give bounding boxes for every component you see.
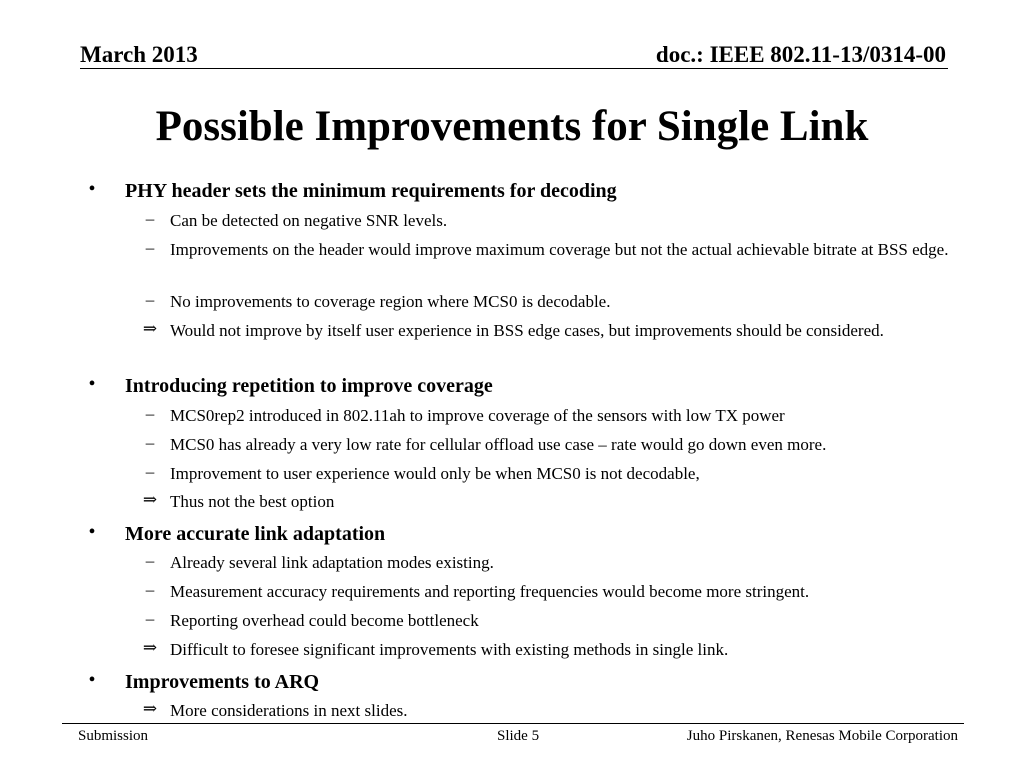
- dash-marker: –: [145, 404, 155, 423]
- sub-bullet-text: No improvements to coverage region where MCS0 is decodable.: [170, 292, 611, 311]
- bullet-text: PHY header sets the minimum requirements for decoding: [125, 180, 617, 202]
- dash-marker: –: [145, 551, 155, 570]
- bullet-text: More accurate link adaptation: [125, 523, 386, 545]
- sub-bullet-text: More considerations in next slides.: [170, 701, 408, 720]
- bullet-marker: •: [88, 521, 96, 543]
- dash-marker: –: [145, 238, 155, 257]
- header-divider: [80, 68, 948, 69]
- dash-marker: –: [145, 433, 155, 452]
- header-date: March 2013: [80, 42, 198, 67]
- implies-arrow-icon: ⇒: [142, 490, 158, 509]
- dash-marker: –: [145, 290, 155, 309]
- sub-bullet-text: Improvement to user experience would only be when MCS0 is not decodable,: [170, 464, 700, 483]
- bullet-text: Introducing repetition to improve coverage: [125, 375, 493, 397]
- sub-bullet-text: Improvements on the header would improve maximum coverage but not the actual achievable bitrate at BSS edge.: [170, 240, 949, 259]
- bullet-text: Improvements to ARQ: [125, 671, 320, 693]
- sub-bullet-text: MCS0 has already a very low rate for cellular offload use case – rate would go down even more.: [170, 435, 827, 454]
- bullet-marker: •: [88, 373, 96, 395]
- implies-arrow-icon: ⇒: [142, 638, 158, 657]
- footer-slide-number: Slide 5: [497, 728, 540, 744]
- dash-marker: –: [145, 209, 155, 228]
- footer-author: Juho Pirskanen, Renesas Mobile Corporation: [686, 728, 958, 744]
- sub-bullet-text: MCS0rep2 introduced in 802.11ah to improve coverage of the sensors with low TX power: [170, 406, 785, 425]
- footer-submission: Submission: [78, 728, 149, 744]
- sub-bullet-text: Can be detected on negative SNR levels.: [170, 211, 448, 230]
- sub-bullet-text: Would not improve by itself user experience in BSS edge cases, but improvements should be considered.: [170, 321, 884, 340]
- dash-marker: –: [145, 580, 155, 599]
- implies-arrow-icon: ⇒: [142, 699, 158, 718]
- sub-bullet-text: Measurement accuracy requirements and reporting frequencies would become more stringent.: [170, 582, 810, 601]
- sub-bullet-text: Reporting overhead could become bottleneck: [170, 611, 479, 630]
- sub-bullet-text: Already several link adaptation modes existing.: [170, 553, 494, 572]
- bullet-marker: •: [88, 178, 96, 200]
- implies-arrow-icon: ⇒: [142, 319, 158, 338]
- sub-bullet-text: Difficult to foresee significant improvements with existing methods in single link.: [170, 640, 729, 659]
- dash-marker: –: [145, 462, 155, 481]
- slide-title: Possible Improvements for Single Link: [155, 103, 869, 150]
- bullet-marker: •: [88, 669, 96, 691]
- footer-divider: [62, 723, 964, 724]
- dash-marker: –: [145, 609, 155, 628]
- sub-bullet-text: Thus not the best option: [170, 492, 335, 511]
- header-doc-id: doc.: IEEE 802.11-13/0314-00: [655, 42, 946, 67]
